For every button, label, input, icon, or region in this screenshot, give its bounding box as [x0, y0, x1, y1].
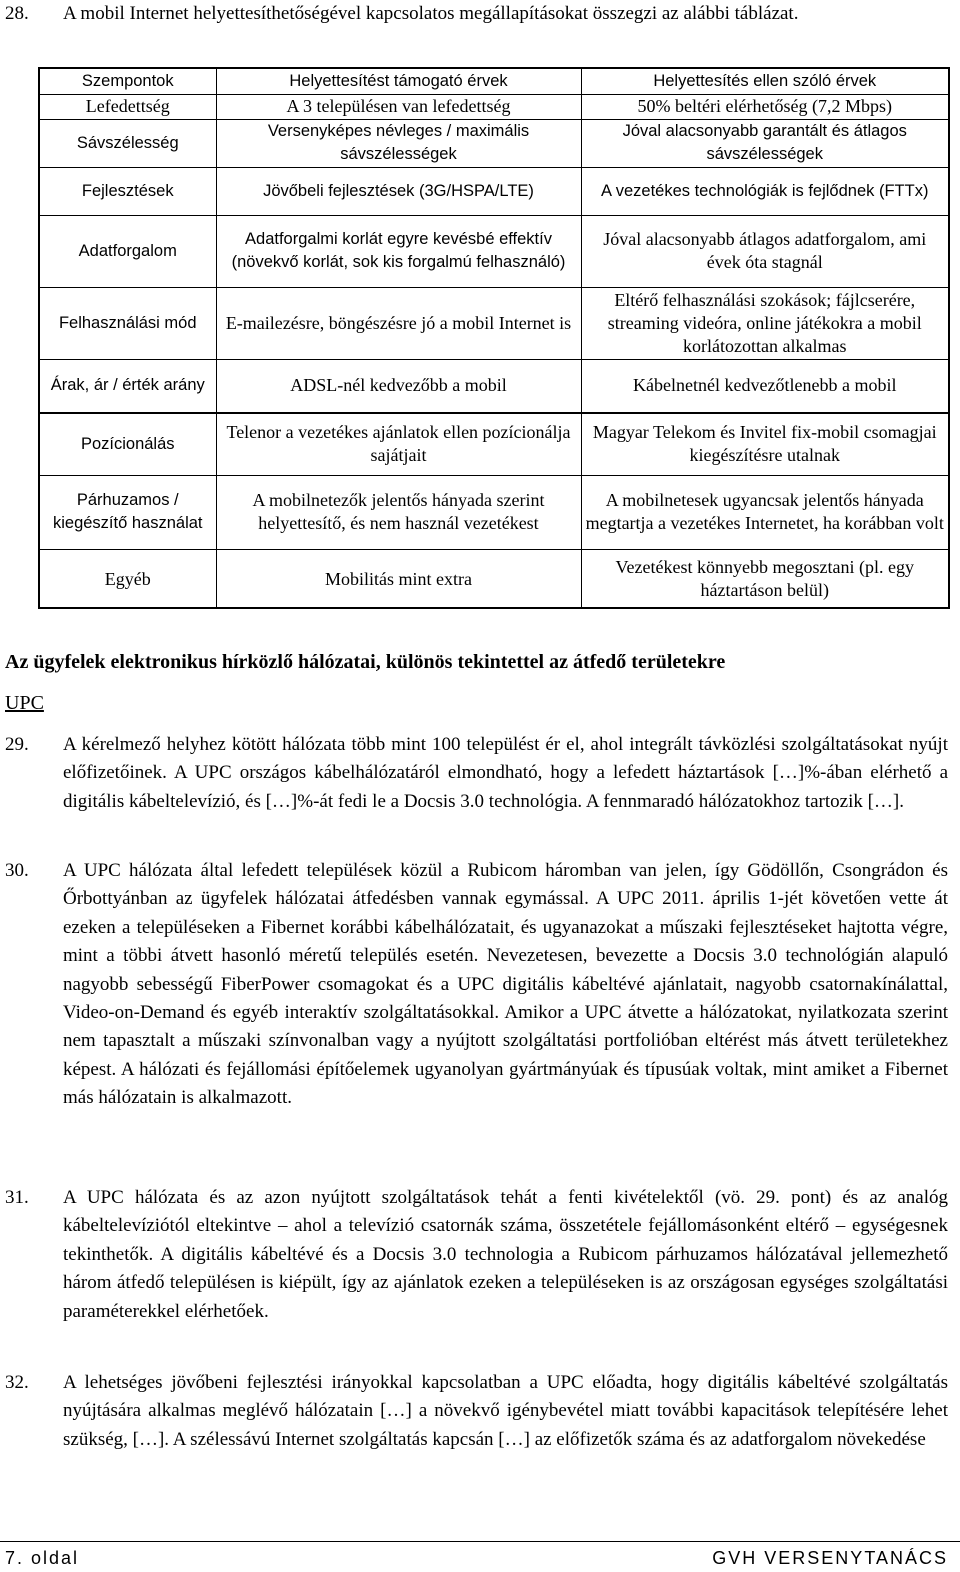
table-row	[40, 215, 948, 287]
table-cell: A 3 településen van lefedettség	[216, 94, 581, 119]
table-row	[40, 94, 948, 119]
paragraph-number: 28.	[5, 3, 29, 24]
table-cell: Adatforgalmi korlát egyre kevésbé effektív (növekvő korlát, sok kis forgalmú felhasználó)	[216, 215, 581, 287]
table-cell: Jóval alacsonyabb garantált és átlagos sávszélességek	[581, 119, 948, 167]
table-cell: A mobilnetesek ugyancsak jelentős hányada megtartja a vezetékes Internetet, ha korábban volt	[581, 475, 948, 549]
table-cell: Egyéb	[40, 549, 216, 609]
table-cell: Kábelnetnél kedvezőtlenebb a mobil	[581, 359, 948, 413]
table-cell: Adatforgalom	[40, 215, 216, 287]
paragraph-number: 30.	[5, 860, 29, 881]
table-cell: Eltérő felhasználási szokások; fájlcserére, streaming videóra, online játékokra a mobil korlátozottan alkalmas	[581, 287, 948, 359]
table-cell: Párhuzamos / kiegészítő használat	[40, 475, 216, 549]
table-cell: E-mailezésre, böngészésre jó a mobil Internet is	[216, 287, 581, 359]
table-cell: Jövőbeli fejlesztések (3G/HSPA/LTE)	[216, 167, 581, 215]
table-row	[40, 359, 948, 413]
section-heading: Az ügyfelek elektronikus hírközlő hálózatai, különös tekintettel az átfedő területekre	[5, 651, 726, 673]
header-cell-against: Helyettesítés ellen szóló érvek	[581, 69, 948, 94]
paragraph-30	[0, 857, 948, 1113]
table-cell: Fejlesztések	[40, 167, 216, 215]
paragraph-text: A UPC hálózata által lefedett települések közül a Rubicom háromban van jelen, így Gödöllőn, Csongrádon és Őrbottyánban az ügyfelek hálózatai átfedésben vannak egymással. A UPC 2011. április 1-jét követően vette át ezeken a településeken a Fibernet korábbi kábelhálózatait, és ugyanazokat a műszaki fejlesztéseket hajtotta végre, mint a többi átvett hasonló méretű település esetén. Nevezetesen, bevezette a Docsis 3.0 technológián alapuló nagyobb sebességű FiberPower csomagokat és a UPC digitális kábeltévé ajánlatait, nagyobb csatornakínálattal, Video-on-Demand és egyéb interaktív szolgáltatásokkal. Amikor a UPC átvette a hálózatokat, nyilatkozata szerint nem tapasztalt a műszaki színvonalban vagy a nyújtott szolgáltatási portfolióban eltérést más átvett területekhez képest. A hálózati és fejállomási építőelemek ugyanolyan gyártmányúak és típusúak voltak, mint amiket a Fibernet más hálózatain is alkalmazott.	[63, 860, 948, 1109]
paragraph-number: 29.	[5, 734, 29, 755]
paragraph-text: A lehetséges jövőbeni fejlesztési irányokkal kapcsolatban a UPC előadta, hogy digitális kábeltévé szolgáltatás nyújtására alkalmas meglévő hálózatain […] a növekvő igénybevétel miatt további kapacitások telepítésére lehet szükség, […]. A szélessávú Internet szolgáltatás kapcsán […] az előfizetők száma és az adatforgalom növekedése	[63, 1372, 948, 1450]
table-row	[40, 475, 948, 549]
table-cell: A mobilnetezők jelentős hányada szerint helyettesítő, és nem használ vezetékest	[216, 475, 581, 549]
footer-divider	[0, 1541, 960, 1542]
table-cell: Pozícionálás	[40, 413, 216, 475]
table-row	[40, 287, 948, 359]
header-cell-for: Helyettesítést támogató érvek	[216, 69, 581, 94]
table-row	[40, 413, 948, 475]
table-cell: Sávszélesség	[40, 119, 216, 167]
paragraph-text: A kérelmező helyhez kötött hálózata több mint 100 települést ér el, ahol integrált távközlési szolgáltatásokat nyújt előfizetőinek. A UPC országos kábelhálózatáról elmondható, hogy a lefedett háztartások […]%-ában elérhető a digitális kábeltelevízió, és […]%-át fedi le a Docsis 3.0 technológia. A fennmaradó hálózatokhoz tartozik […].	[63, 734, 948, 812]
paragraph-number: 32.	[5, 1372, 29, 1393]
table-cell: Jóval alacsonyabb átlagos adatforgalom, ami évek óta stagnál	[581, 215, 948, 287]
footer-page-number: 7. oldal	[5, 1548, 80, 1568]
table-cell: Magyar Telekom és Invitel fix-mobil csomagjai kiegészítésre utalnak	[581, 413, 948, 475]
table-row	[40, 119, 948, 167]
table-row	[40, 167, 948, 215]
table-cell: Lefedettség	[40, 94, 216, 119]
paragraph-28	[0, 0, 948, 28]
table-cell: 50% beltéri elérhetőség (7,2 Mbps)	[581, 94, 948, 119]
paragraph-31	[0, 1184, 948, 1326]
comparison-table	[38, 67, 950, 609]
header-cell-criteria: Szempontok	[40, 69, 216, 94]
paragraph-text: A mobil Internet helyettesíthetőségével kapcsolatos megállapításokat összegzi az alábbi táblázat.	[63, 3, 799, 24]
table-row	[40, 549, 948, 609]
footer-organization: GVH VERSENYTANÁCS	[712, 1548, 948, 1568]
section-subheading: UPC	[5, 692, 44, 714]
table-cell: Mobilitás mint extra	[216, 549, 581, 609]
table-cell: ADSL-nél kedvezőbb a mobil	[216, 359, 581, 413]
paragraph-32	[0, 1369, 948, 1454]
paragraph-number: 31.	[5, 1187, 29, 1208]
table-cell: Vezetékest könnyebb megosztani (pl. egy háztartáson belül)	[581, 549, 948, 609]
table-cell: Árak, ár / érték arány	[40, 359, 216, 413]
table-cell: A vezetékes technológiák is fejlődnek (FTTx)	[581, 167, 948, 215]
paragraph-29	[0, 731, 948, 816]
table-cell: Telenor a vezetékes ajánlatok ellen pozícionálja sajátjait	[216, 413, 581, 475]
table-cell: Felhasználási mód	[40, 287, 216, 359]
table-cell: Versenyképes névleges / maximális sávszélességek	[216, 119, 581, 167]
paragraph-text: A UPC hálózata és az azon nyújtott szolgáltatások tehát a fenti kivételektől (vö. 29. pont) és az analóg kábeltelevíziótól eltekintve – ahol a televízió csatornák száma, összetétele fejállomásonként eltérő – egységesnek tekinthetők. A digitális kábeltévé és a Docsis 3.0 technologia a Rubicom párhuzamos hálózatával jellemezhető három átfedő településen is kiépült, így az ajánlatok ezeken a településeken is az országosan egységes szolgáltatási paraméterekkel elérhetőek.	[63, 1187, 948, 1322]
table-header-row	[40, 69, 948, 94]
